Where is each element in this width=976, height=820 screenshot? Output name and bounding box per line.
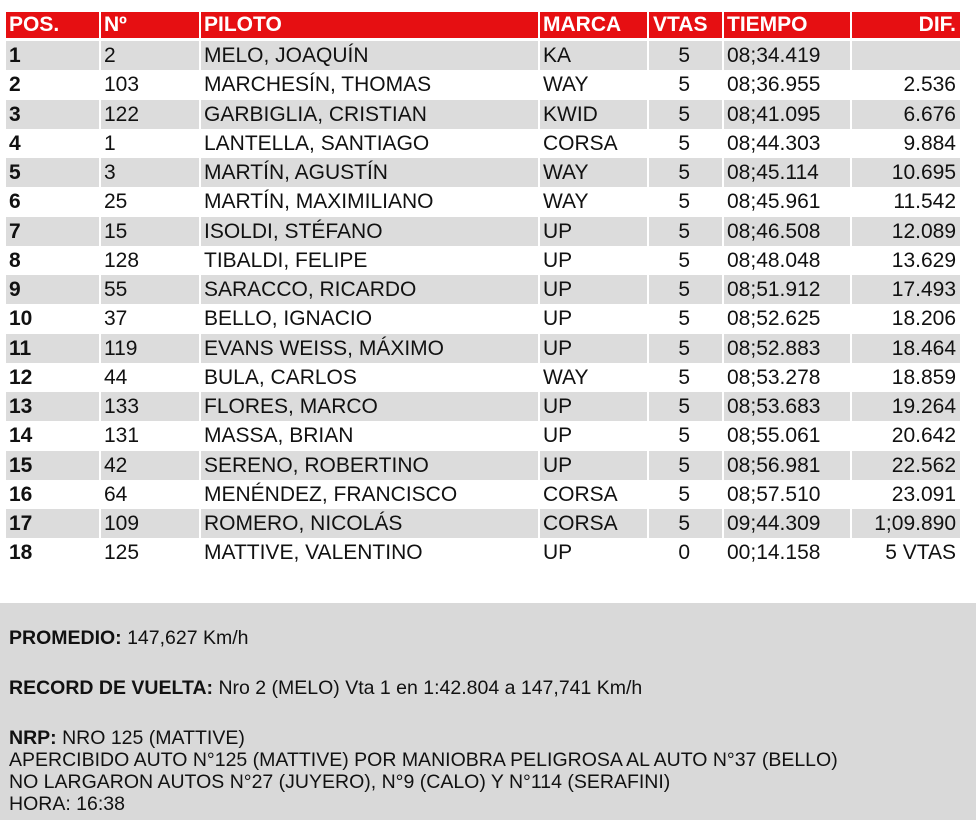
cell-laps: 5 [649,100,722,129]
cell-pos: 11 [6,334,99,363]
cell-pos: 12 [9,365,33,389]
cell-laps: 0 [678,541,690,565]
cell-number: 109 [101,509,199,538]
cell-pos: 4 [9,131,21,155]
cell-number: 1 [104,131,116,155]
cell-time: 08;56.981 [724,451,850,480]
cell-make: UP [540,334,647,363]
table-row [6,363,970,392]
cell-number: 55 [101,275,199,304]
average-speed [9,627,249,650]
cell-diff: 22.562 [852,451,960,480]
table-row [6,451,970,480]
cell-laps: 5 [649,41,722,70]
cell-time: 08;52.625 [727,307,821,331]
cell-driver: FLORES, MARCO [201,392,538,421]
cell-pos: 8 [9,248,21,272]
cell-time: 08;44.303 [727,131,821,155]
nrp-value: NRO 125 (MATTIVE) [56,727,245,749]
cell-laps: 5 [678,73,690,97]
table-row [6,158,970,187]
cell-driver: MARTÍN, AGUSTÍN [201,158,538,187]
cell-driver: MARCHESÍN, THOMAS [204,73,432,97]
cell-pos: 1 [6,41,99,70]
header-diff: DIF. [852,12,960,38]
cell-laps: 5 [678,424,690,448]
table-row [6,275,970,304]
cell-pos: 15 [6,451,99,480]
header-time: TIEMPO [724,12,850,38]
cell-make: CORSA [543,131,618,155]
cell-laps: 5 [649,275,722,304]
cell-driver: MATTIVE, VALENTINO [204,541,423,565]
cell-diff: 12.089 [852,217,960,246]
cell-diff: 9.884 [903,131,956,155]
cell-diff: 20.642 [891,424,956,448]
cell-diff: 23.091 [891,482,956,506]
nrp-label: NRP: [9,727,57,749]
cell-laps: 5 [678,307,690,331]
cell-driver: MARTÍN, MAXIMILIANO [204,190,434,214]
average-value: 147,627 Km/h [121,627,249,649]
cell-laps: 5 [649,334,722,363]
cell-diff: 6.676 [852,100,960,129]
cell-time: 08;41.095 [724,100,850,129]
cell-make: UP [543,424,573,448]
cell-laps: 5 [649,451,722,480]
cell-time: 00;14.158 [727,541,821,565]
cell-make: UP [540,392,647,421]
results-table [6,12,970,568]
cell-laps: 5 [649,509,722,538]
cell-pos: 6 [9,190,21,214]
table-body [6,41,970,568]
cell-pos: 18 [9,541,33,565]
cell-pos: 17 [6,509,99,538]
cell-driver: MENÉNDEZ, FRANCISCO [204,482,458,506]
cell-number: 37 [104,307,128,331]
cell-time: 08;48.048 [727,248,821,272]
cell-pos: 13 [6,392,99,421]
cell-number: 3 [101,158,199,187]
cell-number: 15 [101,217,199,246]
cell-time: 08;57.510 [727,482,821,506]
cell-time: 08;45.961 [727,190,821,214]
cell-number: 133 [101,392,199,421]
cell-pos: 10 [9,307,33,331]
cell-laps: 5 [678,248,690,272]
table-row [6,421,970,450]
cell-make: KA [540,41,647,70]
cell-number: 131 [104,424,140,448]
cell-driver: SARACCO, RICARDO [201,275,538,304]
table-row [6,334,970,363]
cell-diff: 18.206 [891,307,956,331]
record-value: Nro 2 (MELO) Vta 1 en 1:42.804 a 147,741 Km/h [213,677,643,699]
cell-number: 103 [104,73,140,97]
cell-time: 08;53.278 [727,365,821,389]
cell-pos: 5 [6,158,99,187]
table-row [6,392,970,421]
average-label: PROMEDIO: [9,627,122,649]
cell-make: WAY [543,73,589,97]
cell-driver: BULA, CARLOS [204,365,357,389]
table-header [6,12,970,40]
table-row [6,129,970,158]
cell-make: KWID [540,100,647,129]
cell-driver: ISOLDI, STÉFANO [201,217,538,246]
cell-make: UP [543,248,573,272]
cell-make: UP [540,275,647,304]
cell-diff: 11.542 [893,190,956,214]
cell-time: 08;46.508 [724,217,850,246]
table-row [6,100,970,129]
cell-driver: EVANS WEISS, MÁXIMO [201,334,538,363]
cell-pos: 2 [9,73,21,97]
cell-diff: 19.264 [852,392,960,421]
cell-make: UP [540,217,647,246]
non-starters-note: NO LARGARON AUTOS N°27 (JUYERO), N°9 (CALO) Y N°114 (SERAFINI) [9,771,671,793]
cell-diff: 18.464 [852,334,960,363]
cell-time: 08;45.114 [724,158,850,187]
cell-time: 08;53.683 [724,392,850,421]
cell-number: 25 [104,190,128,214]
header-laps: VTAS [649,12,722,38]
cell-pos: 16 [9,482,33,506]
table-row [6,480,970,509]
cell-time: 08;34.419 [724,41,850,70]
header-driver: PILOTO [201,12,538,38]
header-make: MARCA [540,12,647,38]
table-row [6,538,970,567]
cell-pos: 14 [9,424,33,448]
cell-driver: MELO, JOAQUÍN [201,41,538,70]
table-row [6,41,970,70]
cell-make: WAY [543,190,589,214]
cell-make: WAY [540,158,647,187]
lap-record [9,677,642,700]
cell-number: 125 [104,541,140,565]
race-notes [0,603,976,820]
cell-driver: BELLO, IGNACIO [204,307,373,331]
cell-number: 128 [104,248,140,272]
cell-laps: 5 [649,158,722,187]
cell-laps: 5 [678,365,690,389]
cell-pos: 3 [6,100,99,129]
cell-driver: TIBALDI, FELIPE [204,248,368,272]
cell-pos: 9 [6,275,99,304]
cell-diff: 17.493 [852,275,960,304]
cell-number: 2 [101,41,199,70]
cell-make: CORSA [543,482,618,506]
cell-number: 42 [101,451,199,480]
cell-diff: 13.629 [891,248,956,272]
table-row [6,246,970,275]
record-label: RECORD DE VUELTA: [9,677,214,699]
cell-make: CORSA [540,509,647,538]
time-note: HORA: 16:38 [9,793,125,815]
cell-make: UP [540,451,647,480]
cell-laps: 5 [678,131,690,155]
cell-diff [852,41,960,70]
cell-driver: GARBIGLIA, CRISTIAN [201,100,538,129]
table-row [6,187,970,216]
cell-driver: SERENO, ROBERTINO [201,451,538,480]
cell-time: 08;36.955 [727,73,821,97]
cell-driver: LANTELLA, SANTIAGO [204,131,430,155]
cell-number: 64 [104,482,128,506]
cell-laps: 5 [678,482,690,506]
header-pos: POS. [6,12,99,38]
cell-diff: 10.695 [852,158,960,187]
nrp [9,727,245,750]
cell-laps: 5 [649,217,722,246]
header-number: Nº [101,12,199,38]
cell-number: 122 [101,100,199,129]
cell-laps: 5 [649,392,722,421]
table-row [6,217,970,246]
cell-laps: 5 [678,190,690,214]
cell-time: 08;51.912 [724,275,850,304]
cell-make: UP [543,541,573,565]
cell-diff: 1;09.890 [852,509,960,538]
cell-number: 119 [101,334,199,363]
cell-diff: 2.536 [903,73,956,97]
cell-time: 08;55.061 [727,424,821,448]
table-row [6,509,970,538]
cell-number: 44 [104,365,128,389]
cell-pos: 7 [6,217,99,246]
table-row [6,304,970,333]
cell-driver: MASSA, BRIAN [204,424,354,448]
cell-diff: 18.859 [891,365,956,389]
warning-note: APERCIBIDO AUTO N°125 (MATTIVE) POR MANIOBRA PELIGROSA AL AUTO N°37 (BELLO) [9,749,838,771]
cell-time: 08;52.883 [724,334,850,363]
cell-time: 09;44.309 [724,509,850,538]
cell-diff: 5 VTAS [885,541,956,565]
cell-make: UP [543,307,573,331]
cell-make: WAY [543,365,589,389]
table-row [6,70,970,99]
cell-driver: ROMERO, NICOLÁS [201,509,538,538]
